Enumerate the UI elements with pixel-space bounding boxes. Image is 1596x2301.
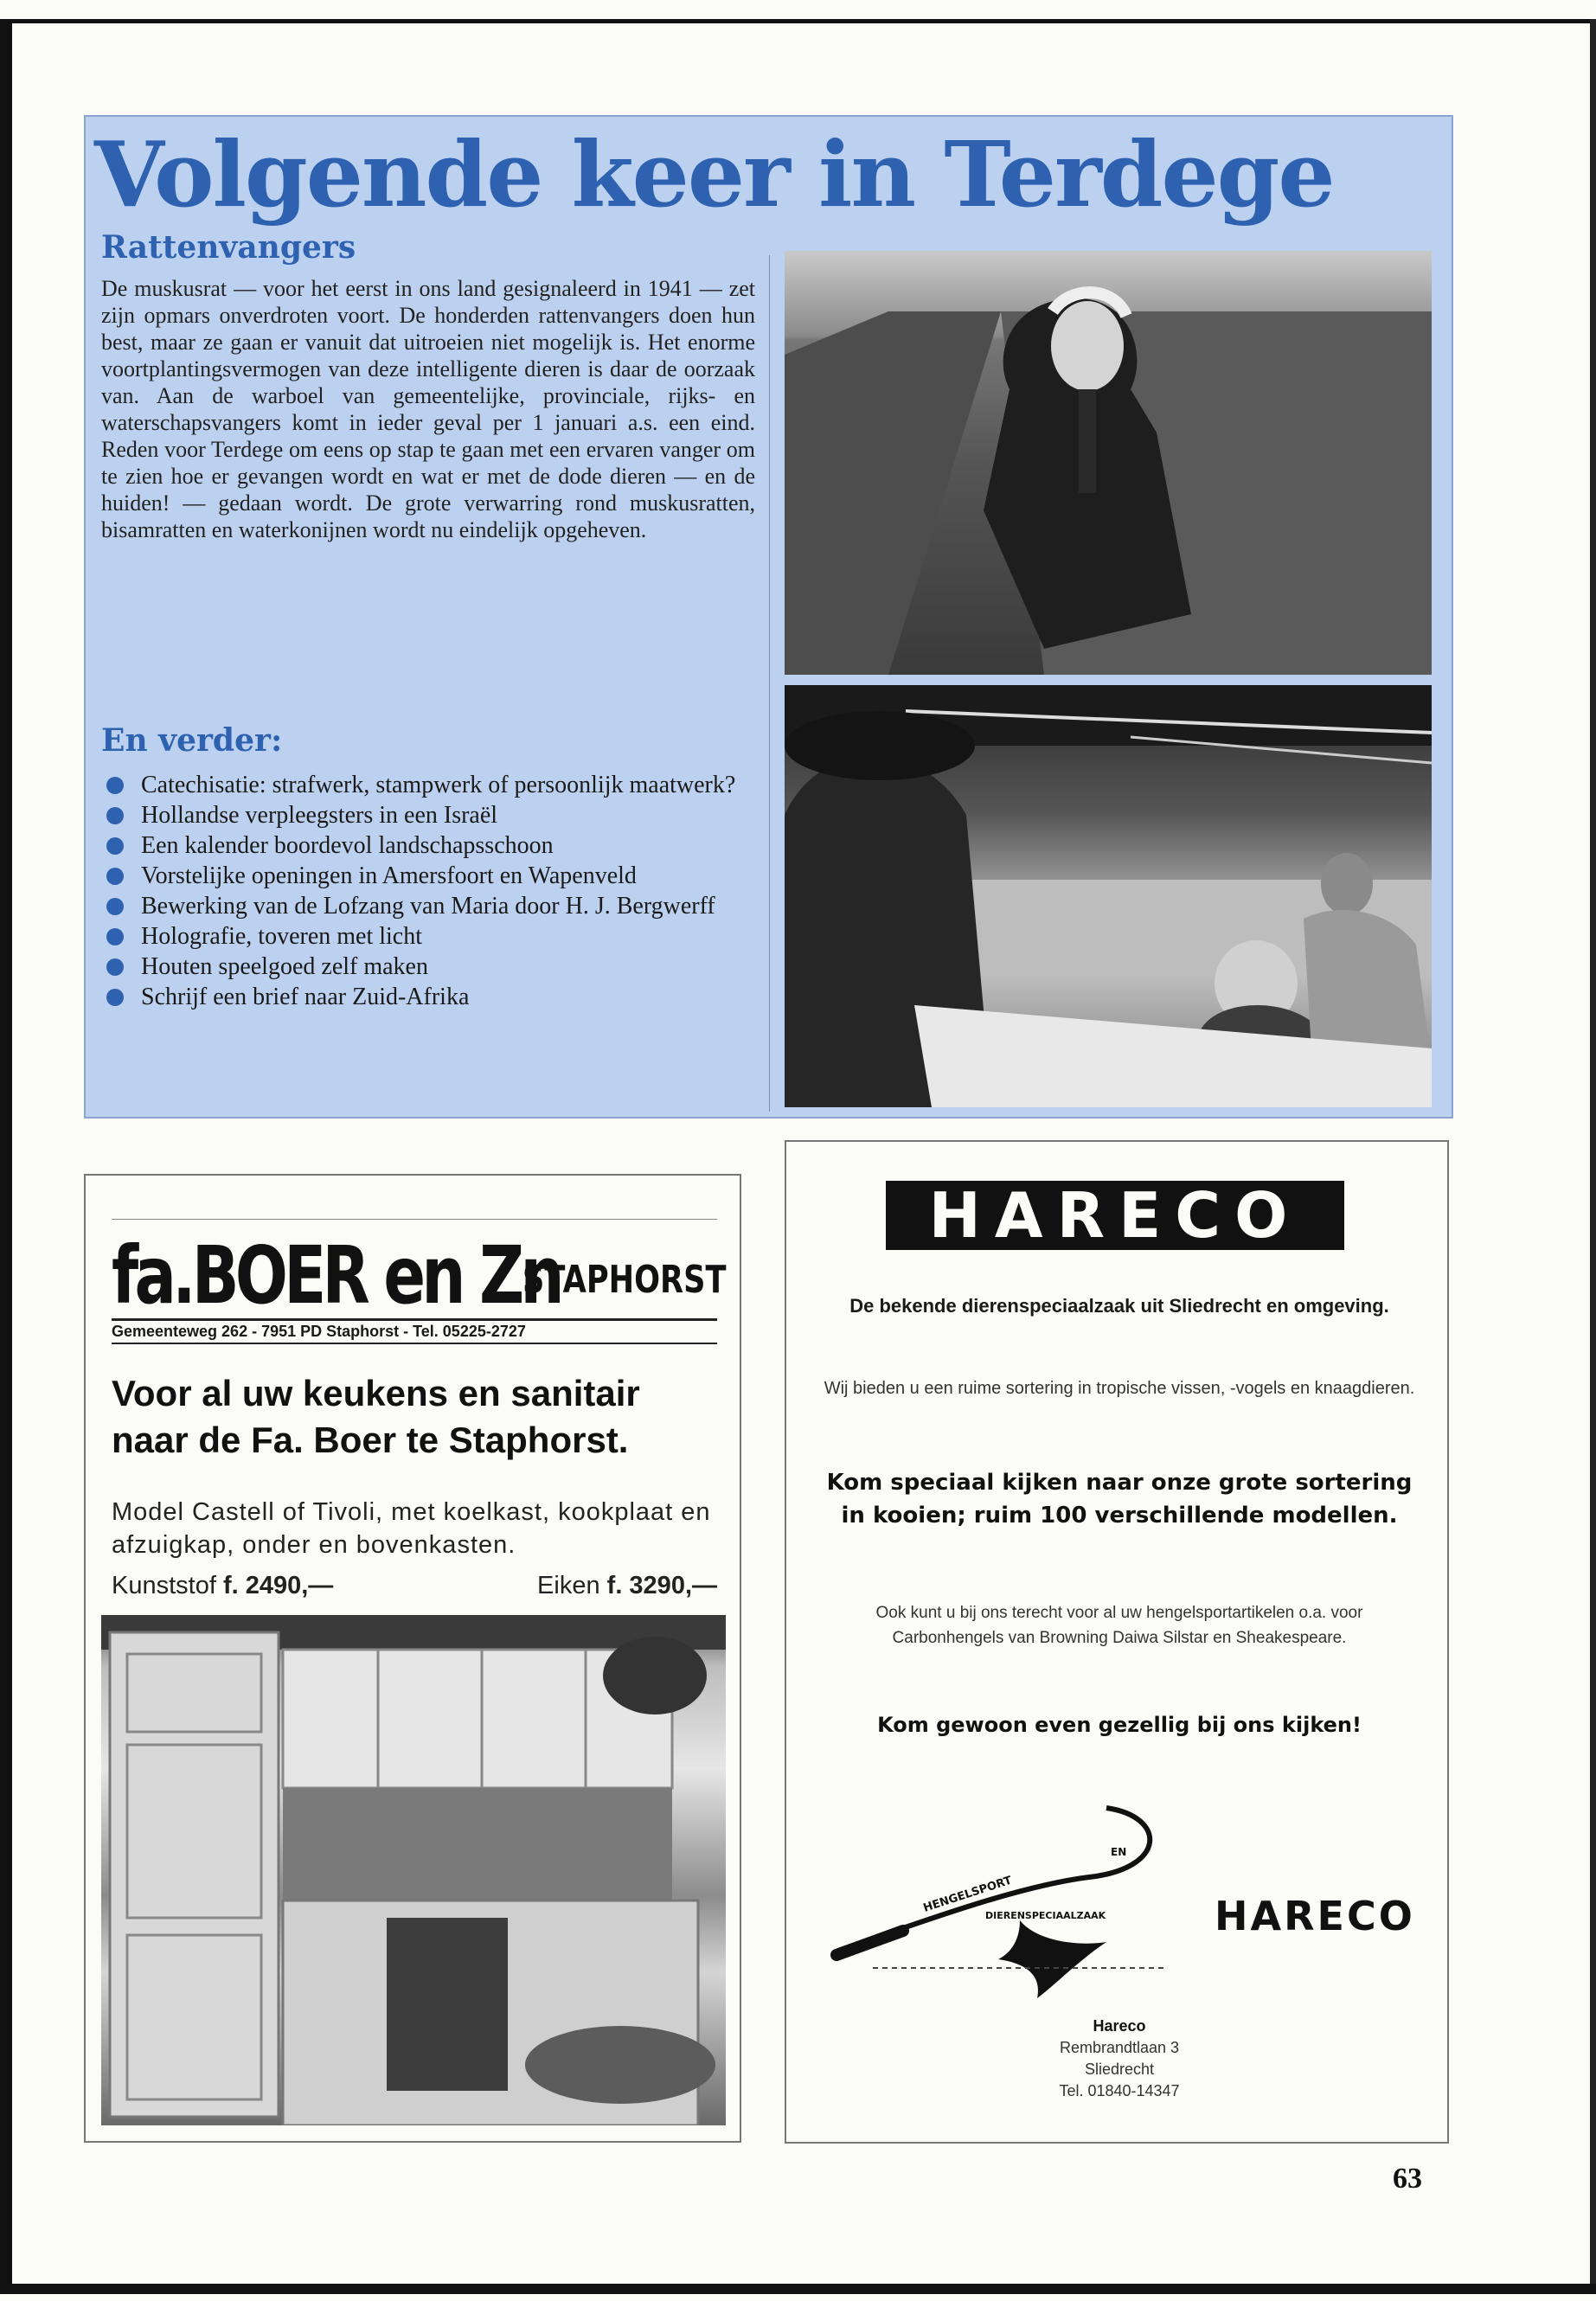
swimming-pool-photo-shapes <box>785 685 1432 1107</box>
contact-phone: Tel. 01840-14347 <box>1059 2082 1180 2099</box>
bullet-icon <box>106 868 124 885</box>
emblem-word-dierenspeciaalzaak: DIERENSPECIAALZAAK <box>985 1910 1106 1921</box>
bullet-icon <box>106 807 124 824</box>
hareco-contact <box>821 2016 1418 2102</box>
preview-title: Volgende keer in Terdege <box>94 121 1334 228</box>
ratcatcher-photo <box>785 251 1432 675</box>
kitchen-photo-shapes <box>101 1615 726 2125</box>
hareco-tagline: De bekende dierenspeciaalzaak uit Sliedrecht en omgeving. <box>849 1295 1389 1317</box>
contact-street: Rembrandtlaan 3 <box>1059 2039 1180 2056</box>
contact-city: Sliedrecht <box>1084 2061 1155 2078</box>
price-kunststof: Kunststof f. 2490,— <box>112 1572 334 1599</box>
boer-prices <box>112 1572 717 1600</box>
list-item: Hollandse verpleegsters in een Israël <box>101 803 819 829</box>
list-item: Schrijf een brief naar Zuid-Afrika <box>101 984 819 1010</box>
hareco-range: Wij bieden u een ruime sortering in tropische vissen, -vogels en knaagdieren. <box>824 1379 1415 1398</box>
bullet-icon <box>106 898 124 915</box>
bullet-icon <box>106 989 124 1006</box>
hareco-wordmark: HARECO <box>1215 1893 1415 1939</box>
list-item: Bewerking van de Lofzang van Maria door H. J. Bergwerff <box>101 894 819 920</box>
emblem-word-en: EN <box>1111 1846 1127 1858</box>
hareco-call-to-action: Kom gewoon even gezellig bij ons kijken! <box>877 1713 1362 1737</box>
boer-company-name: fa.BOER en Zn <box>112 1229 561 1322</box>
bullet-icon <box>106 928 124 945</box>
hareco-advertisement <box>785 1140 1449 2144</box>
contact-name: Hareco <box>1093 2017 1146 2035</box>
bullet-icon <box>106 958 124 976</box>
boer-address: Gemeenteweg 262 - 7951 PD Staphorst - Tel. 05225-2727 <box>112 1318 717 1344</box>
hareco-logo: HARECO <box>886 1181 1344 1250</box>
boer-description: Model Castell of Tivoli, met koelkast, kookplaat en afzuigkap, onder en bovenkasten. <box>112 1498 711 1559</box>
bullet-icon <box>106 837 124 855</box>
hareco-promo: Kom speciaal kijken naar onze grote sortering in kooien; ruim 100 verschillende modellen. <box>826 1470 1413 1529</box>
boer-advertisement <box>84 1174 741 2143</box>
emblem-word-hengelsport: HENGELSPORT <box>921 1874 1014 1915</box>
bottom-border <box>0 2284 1596 2294</box>
kitchen-photo <box>101 1615 726 2125</box>
list-item: Catechisatie: strafwerk, stampwerk of persoonlijk maatwerk? <box>101 772 819 798</box>
bullet-icon <box>106 777 124 794</box>
left-border <box>0 19 12 2285</box>
list-item: Een kalender boordevol landschapsschoon <box>101 833 819 859</box>
list-item: Houten speelgoed zelf maken <box>101 954 819 980</box>
boer-place-name: STAPHORST <box>522 1258 727 1302</box>
topic-list <box>101 772 819 1015</box>
rattenvangers-article: De muskusrat — voor het eerst in ons land gesignaleerd in 1941 — zet zijn opmars onverdroten voort. De honderden rattenvangers doen hun best, maar ze gaan er vanuit dat uitroeien niet mogelijk is. Het enorme voortplantingsvermogen van deze intelligente dieren is daar de oorzaak van. Aan de warboel van gemeentelijke, provinciale, rijks- en waterschapsvangers komt in ieder geval per 1 januari a.s. een eind. Reden voor Terdege om eens op stap te gaan met een ervaren vanger om te zien hoe er gevangen wordt en wat er met de dode dieren — en de huiden! — gedaan wordt. De grote verwarring rond muskusratten, bisamratten en waterkonijnen wordt nu eindelijk opgeheven. <box>101 276 755 542</box>
fishing-rod-dolphin-emblem <box>821 1791 1193 2007</box>
rattenvangers-heading: Rattenvangers <box>101 229 356 266</box>
ratcatcher-photo-shapes <box>785 251 1432 675</box>
list-item: Vorstelijke openingen in Amersfoort en Wapenveld <box>101 863 819 889</box>
hareco-extra-info: Ook kunt u bij ons terecht voor al uw hengelsportartikelen o.a. voor Carbonhengels van Browning Daiwa Silstar en Sheakespeare. <box>875 1604 1363 1647</box>
top-border <box>0 19 1596 23</box>
page-number: 63 <box>1393 2163 1422 2195</box>
boer-top-rule <box>112 1219 717 1220</box>
boer-headline: Voor al uw keukens en sanitair naar de Fa. Boer te Staphorst. <box>112 1373 640 1460</box>
right-border <box>1590 19 1596 2285</box>
list-item: Holografie, toveren met licht <box>101 924 819 950</box>
en-verder-heading: En verder: <box>101 722 283 759</box>
swimming-pool-photo <box>785 685 1432 1107</box>
price-eiken: Eiken f. 3290,— <box>537 1572 717 1599</box>
next-issue-preview <box>84 115 1453 1118</box>
